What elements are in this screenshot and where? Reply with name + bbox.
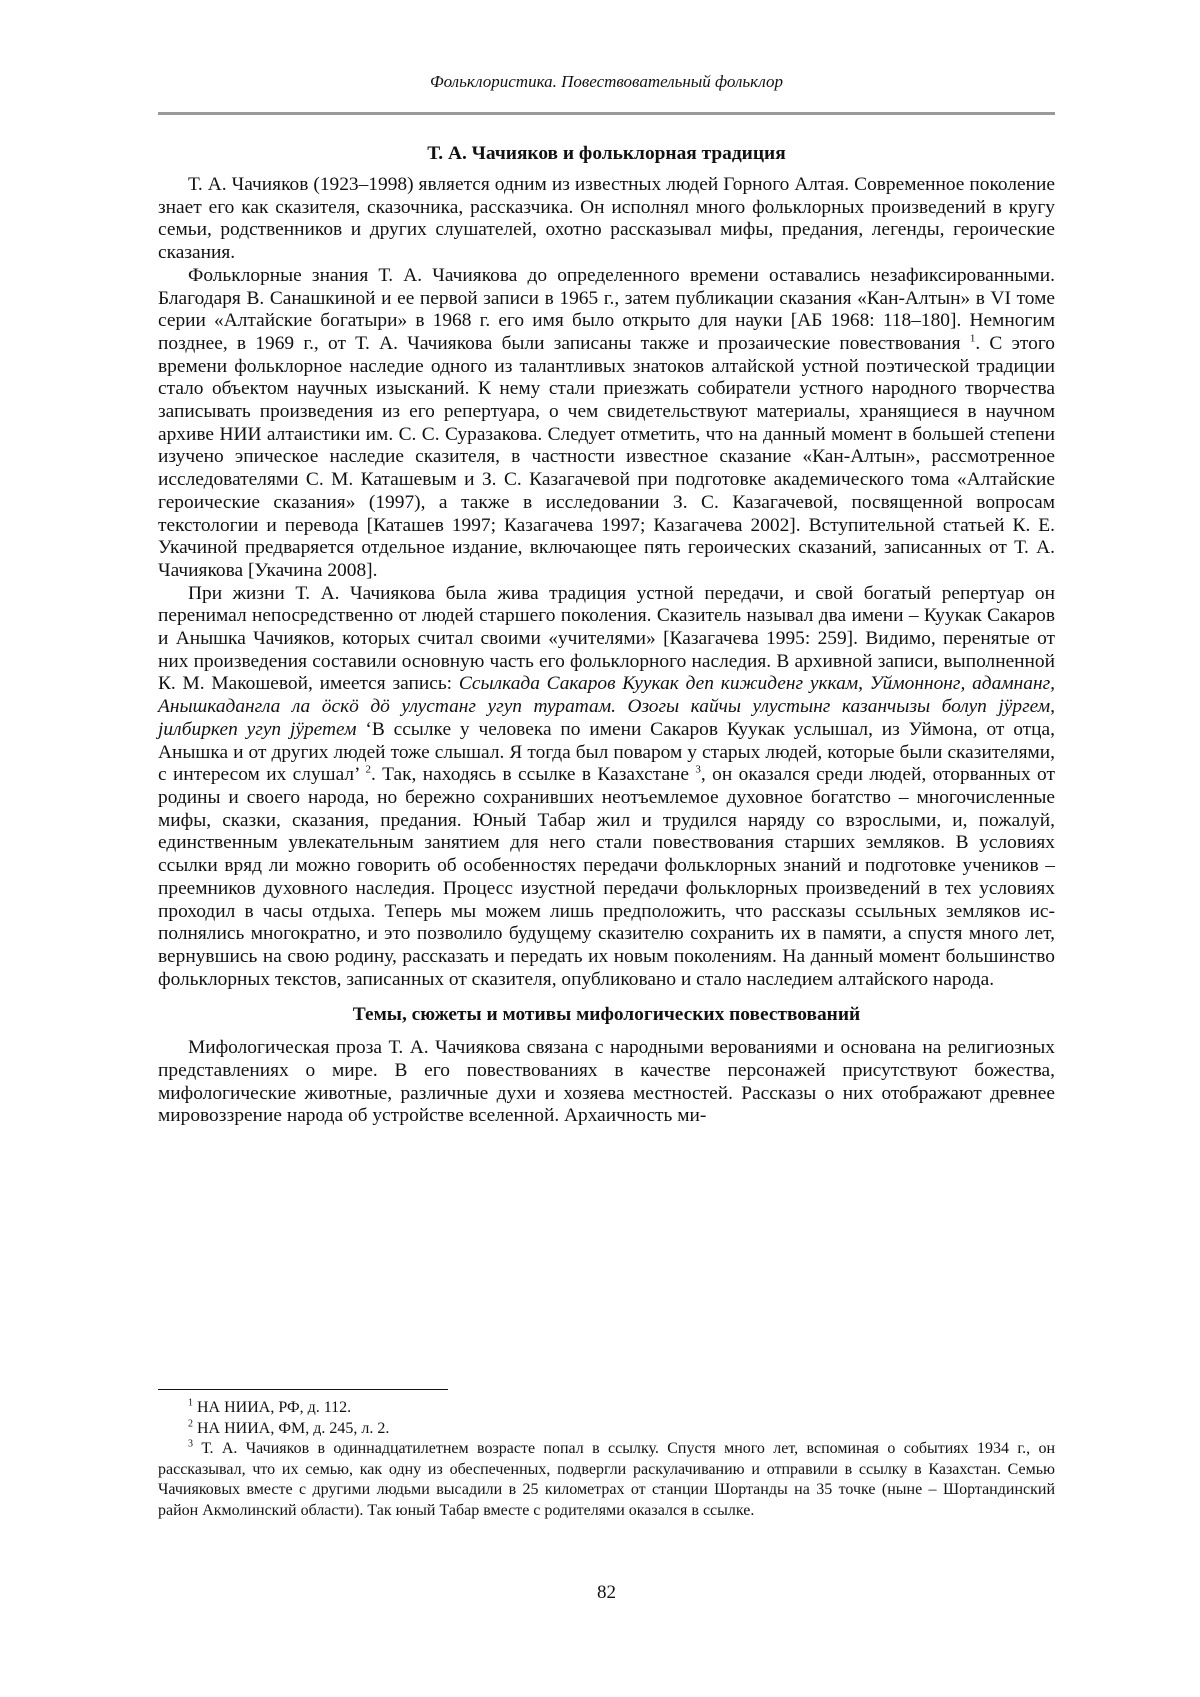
footnote-2 [158,1419,1055,1440]
article-title: Т. А. Чачияков и фольклорная традиция [427,143,786,164]
page-number: 82 [597,1582,616,1603]
paragraph-3-text-d: , он оказался среди людей, оторванных от родины и своего народа, но бережно сохранивших неотъемлемое духовное богатство – многочисленные мифы, сказки, сказания, предания. Юный Табар жил и трудился наряду со взрослыми, и, пожалуй, единственным увлекательным занятием для него стали повествования старших земляков. В условиях ссылки вряд ли можно говорить об особенностях передачи фольклорных знаний и подготовке учеников – преемников духовного наследия. Процесс изустной передачи фольклорных произведений в тех условиях проходил в часы отдыха. Теперь мы можем лишь предположить, что рассказы ссыльных земляков исполнялись многократно, и это позволило будущему сказителю сохранить их в памяти, а спустя много лет, вернувшись на свою родину, рассказать и передать их новым поколениям. На данный момент большинство фольклорных текстов, записанных от сказителя, опубликовано и стало наследием алтайского народа. [158,764,1055,990]
footnote-mark: 3 [188,1438,193,1450]
footnote-ref-1[interactable]: 1 [969,332,976,345]
header-rule [158,112,1055,115]
footnote-mark: 1 [188,1397,193,1409]
paragraph-2 [158,265,1055,583]
paragraph-3-text-c: . Так, находясь в ссылке в Казахстане [370,764,690,786]
section-title: Темы, сюжеты и мотивы мифологических повествований [352,1004,861,1026]
footnotes [158,1398,1055,1522]
footnote-ref-2[interactable]: 2 [365,763,371,776]
paragraph-3-text-b: ‘В ссылке у человека по имени Сакаров Куукак услышал, из Уймона, от отца, Анышка и от других людей тоже слышал. Я тогда был поваром у старых людей, которые были сказителями, с интересом их слушал’ [158,718,1055,786]
paragraph-3 [158,583,1055,992]
paragraph-4: Мифологическая проза Т. А. Чачиякова связана с народными верованиями и основана на религиозных представлениях о мире. В его повествованиях в качестве персонажей присутствуют божества, мифологические животные, различные духи и хозяева местностей. Рассказы о них отображают древнее мировоззрение народа об устройстве вселенной. Архаичность ми- [158,1037,1055,1127]
footnote-text: НА НИИА, РФ, д. 112. [197,1399,352,1416]
footnote-mark: 2 [188,1418,193,1430]
footnote-1 [158,1398,1055,1419]
altai-quotation: Ссылкада Сакаров Куукак деп кижиденг уккам, Уймоннонг, адамнанг, Анышкадангла ла öскö дö улустанг угуп туратам. Озогы кайчы улустынг казанчызы болуп jÿргем, jилбиркеп угуп jÿретем [158,673,1055,740]
article-body [158,142,1055,1128]
paragraph-1: Т. А. Чачияков (1923–1998) является одним из известных людей Горного Алтая. Современное поколение знает его как сказителя, сказочника, рассказчика. Он исполнял много фольклорных произведений в кругу семьи, родственников и других слушателей, охотно рассказывал мифы, предания, легенды, героические сказания. [158,174,1055,264]
running-head: Фольклористика. Повествовательный фольклор [429,72,784,91]
footnote-text: Т. А. Чачияков в одиннадцатилетнем возрасте попал в ссылку. Спустя много лет, вспоминая о событиях 1934 г., он рассказывал, что их семью, как одну из обеспеченных, подвергли раскулачиванию и отправили в ссылку в Казахстан. Семью Чачияковых вместе с другими людьми высадили в 25 километрах от станции Шортанды на 35 точке (ныне – Шортандинский район Акмолинский области). Так юный Табар вместе с родителями оказался в ссылке. [158,1440,1056,1519]
footnote-ref-3[interactable]: 3 [695,763,701,776]
footnote-3 [158,1439,1055,1521]
paragraph-2-text-b: . С этого времени фольклорное наследие одного из талантливых знатоков алтайской устной поэтической традиции стало объектом научных изысканий. К нему стали приезжать собиратели устного народного творчества записывать произведения из его репертуара, о чем свидетельствуют материалы, хранящиеся в научном архиве НИИ алтаистики им. С. С. Суразакова. Следует отметить, что на данный момент в большей степени изучено эпическое наследие сказителя, в частности известное сказание «Кан-Алтын», рассмотренное исследователями С. М. Каташевым и З. С. Казагачевой при подготовке академического тома «Алтайские героические сказания» (1997), а также в исследовании З. С. Казагачевой, посвященной вопросам текстологии и перевода [Каташев 1997; Казагачева 1997; Казагачева 2002]. Вступительной статьей К. Е. Укачиной предваряется отдельное издание, включающее пять героических сказаний, записанных от Т. А. Чачиякова [Укачина 2008]. [158,332,1055,581]
paragraph-3-text-a: При жизни Т. А. Чачиякова была жива традиция устной передачи, и свой богатый репертуар он перенимал непосредственно от людей старшего поколения. Сказитель называл два имени – Куукак Сакаров и Анышка Чачияков, которых считал своими «учителями» [Казагачева 1995: 259]. Видимо, перенятые от них произведения составили основную часть его фольклорного наследия. В архивной записи, выполненной К. М. Макошевой, имеется запись: [158,582,1055,695]
footnote-text: НА НИИА, ФМ, д. 245, л. 2. [197,1419,390,1437]
footnote-rule [158,1389,448,1390]
paragraph-2-text-a: Фольклорные знания Т. А. Чачиякова до определенного времени оставались незафиксированными. Благодаря В. Санашкиной и ее первой записи в 1965 г., затем публикации сказания «Кан-Алтын» в VI томе серии «Алтайские богатыри» в 1968 г. его имя было открыто для науки [АБ 1968: 118–180]. Немногим позднее, в 1969 г., от Т. А. Чачиякова были записаны также и прозаические повествования [158,264,1055,354]
